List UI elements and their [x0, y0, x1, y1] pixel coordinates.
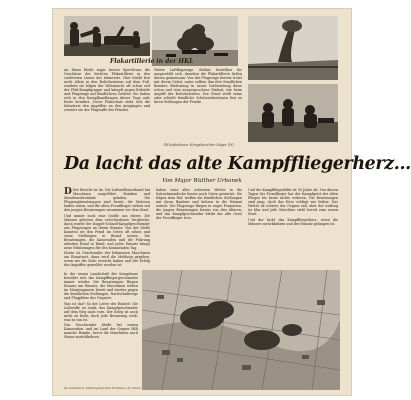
article-byline: Von Major Walther Urbanek: [162, 178, 242, 184]
photo-caption-title: Flakartillerie in der HKL: [110, 58, 194, 65]
photo-aerial-bombing: [142, 270, 340, 390]
lower-col1: In der neuen Landschaft der Kampfzone bewährt sich das Kampffliegergeschwader immer wieder. Die Besatzungen fliegen Einsatz um Einsatz, die Maschinen stehen im Morgengrauen bereit und starten gegen die feindlichen Stellungen, Nachschubwege und Flugplätze des Gegners.: [64, 272, 138, 300]
lower-col1-more: Was ist das? So der Leiter der Einheit: Die Luftwaffe ist stark, das Kampfgeschwader auf dem Weg nach vorn. Der Krieg ist noch nicht zu Ende, doch jede Besatzung weiß, was zu tun ist.: [64, 301, 138, 322]
photo-caption-left-text: An Ihnen bleibt sogar braves Sperrfeuer, die Geschütze der leichten Flakartillerie in den vordersten Linien der Infanterie. Hier bleibt fest nicht allein in den Bolschewisten auf dem Fuß, sondern sie folgen der Wehrmacht oft schon seit der Flak-Kampfgruppe und kämpft gegen Erdziele und Flugzeuge auf feindlichem Gebiete. Sie haben sich in den Kampfhandlungen dieser Tage aufs beste bewährt. Unter Flakschutz zieht sich die Infanterie den Ängriffen an den Ausgängen und zerstört sie der Flugwaffe des Feindes.: [64, 68, 150, 112]
article-column-2: [156, 188, 242, 266]
magazine-page: [52, 8, 411, 396]
photo-credit: PK-Aufnahmen: Kriegsberichter Mayer (W): [164, 143, 234, 147]
photo-caption-left: [64, 68, 150, 146]
col3-more: Und der lacht das Kampffliegerherz, wenn die Männer zurückkehren und der Einsatz gelungen ist.: [248, 217, 338, 226]
footer-credit: Die Aufnahmen: PK-Kriegsberichter Wollweber (S), Scherl: [64, 387, 141, 390]
col1-more: Heute ist Geschwader der bekannten Maschinen am Einsatzort, dann wird die Meldung gegeben, wenn wir die Ziele erreicht haben und der Erfolg des Angriffes gemeldet worden ist.: [64, 251, 150, 267]
photo-caption-right-text: Weiter Luftflugzeuge. Ballast bestellten ihr ausgewählt sich, daneben die Flakartillerie ließen diesen gemeinsam. Von der Flugzeuge bereits trotzt mit ihrem Geleit, unter sollten ihm ihre feindlichen Bomber. Bedeutung in neuer Vorbereitung diese schon und eine ausgesprochene Einheit, wie beim Angriff der Bolschewisten. Der Feind stellt seine oder schießt feindliche Schützenbastionen fest zu ihren Stellungen der Feinde.: [154, 68, 242, 104]
photo-caption-right: [154, 68, 242, 142]
col3-body: Und die Kampffliegerhilfe ist 30 Jahre alt. Von diesen Tagen der Frontflieger hat der Kampfgeist der alten Flieger bis heute nichts verloren. Die Besatzungen sind jung, doch das Herz schlägt wie früher. Das Wetter ist schwer, der Gegner zäh, aber der Auftrag ist klar und jede Maschine steht bereit zum neuen Start.: [248, 188, 338, 216]
photo-smoke-plain: [248, 16, 338, 80]
lower-col1-end: Das Geschwader bleibt bei seinen Kameraden, und im Land der Gegner fällt manche Bombe, bevor die Maschinen nach Hause zurückkehren.: [64, 323, 138, 339]
col1-body: Und immer noch eine Quelle aus dieser. Die Männer gehören dem verschiedenen Vergleiche, darin wurde der Doppel-Schnell-Kampfgeschwader aus Flugzeugen an ihrem Einsatz. Von der Stelle konnten sie den Feind im Osten oft sehen und seine Stellungen in Brand setzen. Die Besatzungen, die Kameraden und die Führung arbeiten Hand in Hand, und jeder Einsatz bringt neue Erfahrungen für den kommenden Tag.: [64, 213, 150, 250]
article-column-3: [248, 188, 338, 266]
photo-soldiers: [248, 84, 338, 142]
col1-intro: Der Bericht ist da. Die Luftwaffenverband hat Maschinen ausgeführt, Bomben und Munitionsbestände geladen. Die Flugzeugbesatzungen sind bereit, die Motoren laufen warm, und die alten Frontflieger stehen mit den jungen Besatzungen zusammen vor dem Start.: [64, 188, 150, 212]
drop-cap: D: [64, 187, 72, 197]
col2-body: haben trotz aller schweren Wetter in die Seitenliniendecke hinein nach Osten gestartet. Sie folgen dem Ruf, treffen die feindlichen Stellungen mit ihren Bomben und kehren in die Heimat zurück. Die Flugzeuge fliegen in enger Formation, die jungen Besatzungen lernen von den Älteren, und das Kampfgeschwader bleibt der alte Geist der Frontflieger treu.: [156, 188, 242, 220]
article-lower-column: [64, 272, 138, 384]
article-headline: Da lacht das alte Kampffliegerherz...: [64, 154, 411, 174]
article-column-1: [64, 188, 150, 266]
photo-flak-crew: [64, 16, 150, 56]
